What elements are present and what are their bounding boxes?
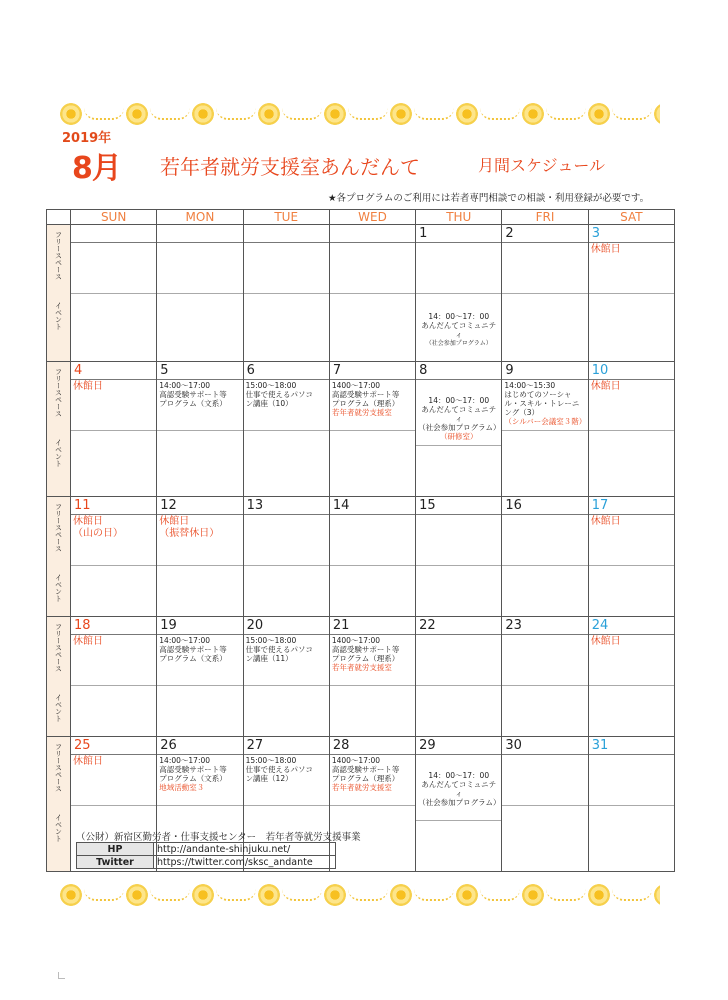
schedule-line: 高認受験サポート等 [331, 765, 400, 774]
weekday-fri: FRI [502, 210, 588, 225]
weekday-sat: SAT [588, 210, 674, 225]
schedule-line: 仕事で使えるパソコ [245, 645, 313, 654]
link-row-hp [77, 843, 336, 856]
day-cell[interactable] [243, 362, 329, 497]
vine-ornament [546, 889, 586, 901]
week-row [47, 497, 675, 617]
free-space-slot [157, 755, 242, 805]
schedule-line: プログラム（文系） [159, 399, 227, 408]
schedule-line: 高認受験サポート等 [159, 390, 227, 399]
week-row [47, 225, 675, 362]
schedule-line: 15:00〜18:00 [245, 636, 297, 645]
day-cell[interactable] [588, 225, 674, 362]
free-space-slot [157, 635, 242, 685]
free-space-label: フリースペース [54, 623, 63, 672]
event-slot [502, 430, 587, 481]
vine-ornament [480, 108, 520, 120]
flower-border-top [60, 102, 660, 126]
schedule-line: ン講座（11） [245, 654, 293, 663]
day-number: 21 [330, 617, 415, 635]
schedule-line: 休館日 [73, 516, 103, 527]
day-cell[interactable] [243, 225, 329, 362]
day-number: 22 [416, 617, 501, 635]
event-slot [71, 430, 156, 481]
flower-ornament [324, 884, 346, 906]
event-slot [416, 445, 501, 496]
week-row [47, 617, 675, 737]
event-label: イベント [54, 302, 63, 330]
event-slot [589, 805, 674, 856]
free-space-slot [502, 515, 587, 565]
vine-ornament [150, 108, 190, 120]
day-cell[interactable] [243, 497, 329, 617]
organization-name: （公財）新宿区勤労者・仕事支援センター 若年者等就労支援事業 [76, 832, 361, 843]
event-slot [244, 293, 329, 344]
week-side-label [47, 225, 71, 362]
free-space-slot [502, 380, 587, 430]
event-slot [71, 293, 156, 344]
schedule-line: 高認受験サポート等 [159, 765, 227, 774]
day-cell[interactable] [588, 497, 674, 617]
flower-ornament [192, 884, 214, 906]
day-number: 3 [589, 225, 674, 243]
schedule-line: プログラム（文系） [159, 654, 227, 663]
day-cell[interactable] [416, 617, 502, 737]
free-space-slot [71, 515, 156, 565]
day-cell[interactable] [329, 497, 415, 617]
event-slot [416, 293, 501, 361]
event-line: 14：00〜17：00 [428, 312, 490, 321]
schedule-line: （社会参加プログラム） [418, 423, 501, 432]
day-cell[interactable] [329, 617, 415, 737]
day-cell[interactable] [71, 225, 157, 362]
vine-ornament [216, 108, 256, 120]
schedule-line: プログラム（理系） [331, 399, 400, 408]
day-number: 28 [330, 737, 415, 755]
event-slot [244, 430, 329, 481]
day-cell[interactable] [329, 225, 415, 362]
free-space-slot [589, 243, 674, 293]
hp-label: HP [77, 843, 154, 856]
schedule-line: （研修室） [440, 432, 478, 441]
day-number [330, 225, 415, 243]
weekday-header-row [47, 210, 675, 225]
free-space-slot [71, 635, 156, 685]
day-cell[interactable] [502, 362, 588, 497]
vine-ornament [282, 889, 322, 901]
day-cell[interactable] [416, 497, 502, 617]
twitter-link[interactable]: https://twitter.com/sksc_andante [154, 856, 336, 869]
free-space-slot [244, 243, 329, 293]
flower-ornament [456, 103, 478, 125]
schedule-line: 1400〜17:00 [331, 636, 381, 645]
page-title: 若年者就労支援室あんだんて [160, 155, 420, 179]
day-number: 1 [416, 225, 501, 243]
day-cell[interactable] [71, 617, 157, 737]
schedule-line: 若年者就労支援室 [331, 783, 392, 792]
weekday-mon: MON [157, 210, 243, 225]
day-cell[interactable] [243, 617, 329, 737]
flower-ornament [654, 884, 660, 906]
day-number: 27 [244, 737, 329, 755]
vine-ornament [612, 889, 652, 901]
vine-ornament [150, 889, 190, 901]
event-slot [330, 565, 415, 616]
event-slot [71, 565, 156, 616]
corner-cell [47, 210, 71, 225]
schedule-line: 14:00〜17:00 [159, 636, 211, 645]
weekday-thu: THU [416, 210, 502, 225]
day-cell[interactable] [157, 362, 243, 497]
schedule-line: ン講座（10） [245, 399, 293, 408]
flower-ornament [588, 103, 610, 125]
day-number: 31 [589, 737, 674, 755]
schedule-line: 15:00〜18:00 [245, 381, 297, 390]
day-number: 18 [71, 617, 156, 635]
event-slot [502, 565, 587, 616]
links-table [76, 842, 336, 869]
free-space-slot [589, 635, 674, 685]
flower-ornament [324, 103, 346, 125]
free-space-slot [244, 755, 329, 805]
free-space-slot [416, 380, 501, 445]
flower-ornament [456, 884, 478, 906]
vine-ornament [348, 108, 388, 120]
day-number: 15 [416, 497, 501, 515]
schedule-line: 地域活動室３ [159, 783, 205, 792]
event-slot [416, 565, 501, 616]
flower-ornament [390, 884, 412, 906]
schedule-line: ン講座（12） [245, 774, 293, 783]
vine-ornament [216, 889, 256, 901]
schedule-line: 若年者就労支援室 [331, 663, 392, 672]
flower-ornament [522, 884, 544, 906]
day-cell[interactable] [157, 617, 243, 737]
day-number: 7 [330, 362, 415, 380]
free-space-slot [330, 515, 415, 565]
event-slot [589, 430, 674, 481]
free-space-slot [244, 380, 329, 430]
day-number: 17 [589, 497, 674, 515]
free-space-slot [589, 515, 674, 565]
link-row-twitter [77, 856, 336, 869]
day-cell[interactable] [588, 617, 674, 737]
weekday-tue: TUE [243, 210, 329, 225]
day-cell[interactable] [329, 737, 415, 872]
weekday-sun: SUN [71, 210, 157, 225]
schedule-line: （山の日） [73, 528, 123, 539]
free-space-slot [502, 243, 587, 293]
day-cell[interactable] [416, 362, 502, 497]
event-slot [330, 430, 415, 481]
flower-ornament [60, 103, 82, 125]
day-number: 26 [157, 737, 242, 755]
free-space-slot [157, 380, 242, 430]
schedule-line: 14：00〜17：00 [428, 771, 490, 780]
schedule-line: 休館日 [590, 516, 621, 527]
free-space-slot [330, 243, 415, 293]
event-slot [502, 685, 587, 736]
vine-ornament [282, 108, 322, 120]
day-cell[interactable] [588, 362, 674, 497]
schedule-line: （振替休日） [159, 528, 220, 539]
day-number: 11 [71, 497, 156, 515]
schedule-line: 休館日 [73, 381, 103, 392]
free-space-label: フリースペース [54, 743, 63, 792]
day-cell[interactable] [157, 497, 243, 617]
free-space-label: フリースペース [54, 231, 63, 280]
event-line: あんだんてコミュニティ [421, 321, 497, 339]
schedule-line: 若年者就労支援室 [331, 408, 392, 417]
schedule-line: 休館日 [590, 244, 621, 255]
flower-ornament [258, 884, 280, 906]
day-number: 10 [589, 362, 674, 380]
day-number [71, 225, 156, 243]
week-side-label [47, 362, 71, 497]
day-cell[interactable] [588, 737, 674, 872]
schedule-line: あんだんてコミュニティ [421, 405, 497, 423]
schedule-line: 15:00〜18:00 [245, 756, 297, 765]
event-label: イベント [54, 694, 63, 722]
schedule-line: 休館日 [159, 516, 190, 527]
year-label: 2019年 [62, 131, 112, 146]
vine-ornament [414, 108, 454, 120]
event-label: イベント [54, 814, 63, 842]
schedule-line: あんだんてコミュニティ [421, 780, 497, 798]
calendar-table [46, 209, 675, 872]
day-number: 20 [244, 617, 329, 635]
day-cell[interactable] [71, 497, 157, 617]
day-number: 24 [589, 617, 674, 635]
schedule-line: 14：00〜17：00 [428, 396, 490, 405]
day-cell[interactable] [502, 225, 588, 362]
free-space-slot [71, 755, 156, 805]
day-number: 25 [71, 737, 156, 755]
event-slot [416, 820, 501, 871]
vine-ornament [612, 108, 652, 120]
day-cell[interactable] [416, 225, 502, 362]
schedule-line: 高認受験サポート等 [159, 645, 227, 654]
week-side-label [47, 497, 71, 617]
day-number: 13 [244, 497, 329, 515]
free-space-slot [157, 515, 242, 565]
schedule-line: 休館日 [73, 636, 103, 647]
day-number [157, 225, 242, 243]
schedule-line: （社会参加プログラム） [418, 798, 501, 807]
free-space-slot [589, 380, 674, 430]
schedule-line: 高認受験サポート等 [331, 390, 400, 399]
page-subtitle: 月間スケジュール [478, 156, 606, 175]
vine-ornament [84, 108, 124, 120]
vine-ornament [480, 889, 520, 901]
day-number: 30 [502, 737, 587, 755]
day-number: 23 [502, 617, 587, 635]
event-slot [244, 685, 329, 736]
free-space-slot [416, 243, 501, 293]
schedule-line: プログラム（理系） [331, 654, 400, 663]
schedule-line: 14:00〜17:00 [159, 381, 211, 390]
day-number [244, 225, 329, 243]
day-cell[interactable] [71, 362, 157, 497]
event-slot [589, 293, 674, 344]
flower-ornament [60, 884, 82, 906]
day-number: 14 [330, 497, 415, 515]
day-number: 19 [157, 617, 242, 635]
schedule-line: 14:00〜15:30 [504, 381, 556, 390]
registration-note: ★各プログラムのご利用には若者専門相談での相談・利用登録が必要です。 [328, 193, 650, 204]
free-space-slot [330, 380, 415, 430]
event-line: （社会参加プログラム） [425, 340, 492, 347]
schedule-line: はじめてのソーシャル・スキル・トレーニング（3） [504, 390, 580, 417]
free-space-slot [330, 635, 415, 685]
free-space-slot [71, 243, 156, 293]
free-space-slot [330, 755, 415, 805]
event-slot [157, 293, 242, 344]
day-cell[interactable] [502, 617, 588, 737]
event-label: イベント [54, 439, 63, 467]
corner-mark [58, 972, 65, 979]
schedule-line: 1400〜17:00 [331, 756, 381, 765]
event-slot [416, 685, 501, 736]
free-space-slot [416, 755, 501, 820]
day-cell[interactable] [502, 737, 588, 872]
free-space-slot [502, 635, 587, 685]
flower-ornament [258, 103, 280, 125]
free-space-slot [502, 755, 587, 805]
vine-ornament [348, 889, 388, 901]
schedule-line: 1400〜17:00 [331, 381, 381, 390]
event-slot [157, 430, 242, 481]
month-label: 8月 [72, 151, 121, 186]
flower-ornament [126, 103, 148, 125]
vine-ornament [84, 889, 124, 901]
flower-ornament [522, 103, 544, 125]
event-slot [502, 805, 587, 856]
week-side-label [47, 617, 71, 737]
schedule-line: プログラム（理系） [331, 774, 400, 783]
day-number: 9 [502, 362, 587, 380]
event-slot [589, 685, 674, 736]
day-cell[interactable] [502, 497, 588, 617]
day-number: 29 [416, 737, 501, 755]
day-number: 16 [502, 497, 587, 515]
schedule-line: 仕事で使えるパソコ [245, 390, 313, 399]
free-space-label: フリースペース [54, 503, 63, 552]
flower-ornament [390, 103, 412, 125]
free-space-slot [244, 515, 329, 565]
flower-ornament [192, 103, 214, 125]
event-slot [330, 293, 415, 344]
schedule-line: 14:00〜17:00 [159, 756, 211, 765]
event-slot [330, 685, 415, 736]
schedule-line: 休館日 [590, 381, 621, 392]
week-side-label [47, 737, 71, 872]
day-number: 12 [157, 497, 242, 515]
event-slot [157, 565, 242, 616]
event-slot [244, 565, 329, 616]
free-space-slot [71, 380, 156, 430]
day-number: 5 [157, 362, 242, 380]
schedule-line: プログラム（文系） [159, 774, 227, 783]
free-space-slot [416, 635, 501, 685]
event-label: イベント [54, 574, 63, 602]
day-cell[interactable] [329, 362, 415, 497]
event-slot [589, 565, 674, 616]
day-number: 6 [244, 362, 329, 380]
schedule-line: 仕事で使えるパソコ [245, 765, 313, 774]
event-slot [157, 685, 242, 736]
flower-ornament [654, 103, 660, 125]
day-number: 8 [416, 362, 501, 380]
twitter-label: Twitter [77, 856, 154, 869]
free-space-label: フリースペース [54, 368, 63, 417]
vine-ornament [546, 108, 586, 120]
free-space-slot [244, 635, 329, 685]
event-slot [71, 685, 156, 736]
schedule-line: 休館日 [590, 636, 621, 647]
vine-ornament [414, 889, 454, 901]
day-number: 4 [71, 362, 156, 380]
schedule-line: （シルバー会議室３階） [504, 417, 587, 426]
weekday-wed: WED [329, 210, 415, 225]
day-cell[interactable] [157, 225, 243, 362]
free-space-slot [589, 755, 674, 805]
hp-link[interactable]: http://andante-shinjuku.net/ [154, 843, 336, 856]
flower-ornament [588, 884, 610, 906]
day-cell[interactable] [416, 737, 502, 872]
free-space-slot [157, 243, 242, 293]
week-row [47, 362, 675, 497]
flower-ornament [126, 884, 148, 906]
schedule-line: 休館日 [73, 756, 103, 767]
event-slot [502, 293, 587, 344]
day-number: 2 [502, 225, 587, 243]
flower-border-bottom [60, 883, 660, 907]
schedule-line: 高認受験サポート等 [331, 645, 400, 654]
free-space-slot [416, 515, 501, 565]
